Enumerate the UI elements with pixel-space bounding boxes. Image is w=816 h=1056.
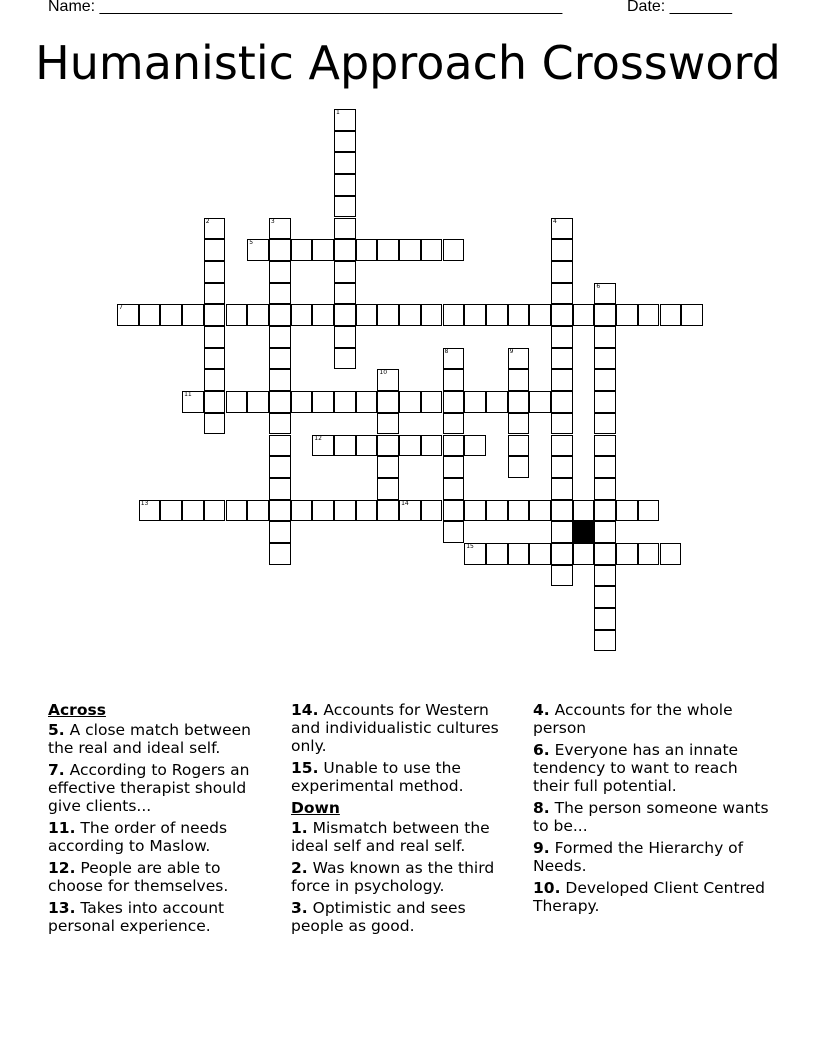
grid-cell[interactable] xyxy=(182,391,204,413)
grid-cell[interactable] xyxy=(551,304,573,326)
grid-cell[interactable] xyxy=(660,304,682,326)
grid-cell[interactable] xyxy=(594,543,616,565)
grid-cell[interactable] xyxy=(573,543,595,565)
grid-cell[interactable] xyxy=(226,304,248,326)
grid-cell[interactable] xyxy=(291,304,313,326)
clue-number-label: 9 xyxy=(509,347,514,355)
grid-cell[interactable] xyxy=(594,348,616,370)
name-label: Name: ____________________________________________________ xyxy=(48,0,563,15)
clue-down-8 xyxy=(533,799,773,835)
clue-down-1 xyxy=(291,819,521,855)
clue-number-label: 3 xyxy=(270,217,275,225)
clue-text: Was known as the third force in psychology. xyxy=(291,859,495,895)
grid-cell[interactable] xyxy=(160,304,182,326)
grid-cell[interactable] xyxy=(594,586,616,608)
grid-cell[interactable] xyxy=(594,608,616,630)
grid-cell[interactable] xyxy=(573,304,595,326)
grid-cell[interactable] xyxy=(529,304,551,326)
grid-cell[interactable] xyxy=(226,391,248,413)
grid-cell[interactable] xyxy=(182,304,204,326)
clue-number: 7. xyxy=(48,761,65,779)
grid-cell[interactable] xyxy=(616,543,638,565)
across-heading: Across xyxy=(48,701,106,719)
grid-cell[interactable] xyxy=(334,435,356,457)
grid-cell[interactable] xyxy=(377,239,399,261)
clue-number: 4. xyxy=(533,701,550,719)
grid-cell[interactable] xyxy=(486,304,508,326)
clue-text: Takes into account personal experience. xyxy=(48,899,225,935)
grid-cell[interactable] xyxy=(269,500,291,522)
grid-cell[interactable] xyxy=(594,630,616,652)
clue-down-2 xyxy=(291,859,521,895)
clue-across-11 xyxy=(48,819,280,855)
grid-cell[interactable] xyxy=(551,348,573,370)
grid-cell[interactable] xyxy=(204,304,226,326)
grid-cell[interactable] xyxy=(356,435,378,457)
grid-cell[interactable] xyxy=(269,369,291,391)
grid-cell[interactable] xyxy=(269,239,291,261)
grid-cell[interactable] xyxy=(377,478,399,500)
clue-number: 9. xyxy=(533,839,550,857)
grid-cell[interactable] xyxy=(616,500,638,522)
clue-number: 6. xyxy=(533,741,550,759)
grid-cell[interactable] xyxy=(594,435,616,457)
grid-cell[interactable] xyxy=(377,456,399,478)
grid-cell[interactable] xyxy=(334,283,356,305)
grid-cell[interactable] xyxy=(377,369,399,391)
grid-cell[interactable] xyxy=(269,478,291,500)
grid-cell[interactable] xyxy=(443,391,465,413)
grid-cell[interactable] xyxy=(399,304,421,326)
grid-cell[interactable] xyxy=(681,304,703,326)
grid-cell[interactable] xyxy=(204,391,226,413)
clue-down-4 xyxy=(533,701,773,737)
grid-cell[interactable] xyxy=(551,456,573,478)
grid-cell[interactable] xyxy=(204,218,226,240)
clue-across-5 xyxy=(48,721,280,757)
grid-cell[interactable] xyxy=(421,500,443,522)
grid-cell[interactable] xyxy=(291,391,313,413)
grid-cell[interactable] xyxy=(486,500,508,522)
grid-cell[interactable] xyxy=(421,435,443,457)
grid-cell[interactable] xyxy=(291,500,313,522)
grid-cell[interactable] xyxy=(334,391,356,413)
grid-cell[interactable] xyxy=(182,500,204,522)
grid-cell[interactable] xyxy=(269,283,291,305)
grid-cell[interactable] xyxy=(334,152,356,174)
grid-cell[interactable] xyxy=(312,304,334,326)
grid-cell[interactable] xyxy=(226,500,248,522)
grid-cell[interactable] xyxy=(334,500,356,522)
clue-number-label: 2 xyxy=(205,217,210,225)
clue-number-label: 4 xyxy=(553,217,557,225)
grid-cell[interactable] xyxy=(204,348,226,370)
clue-number-label: 5 xyxy=(249,239,254,247)
grid-cell[interactable] xyxy=(443,369,465,391)
grid-cell[interactable] xyxy=(356,391,378,413)
clue-number: 5. xyxy=(48,721,65,739)
grid-cell[interactable] xyxy=(594,413,616,435)
grid-cell[interactable] xyxy=(204,261,226,283)
grid-cell[interactable] xyxy=(464,304,486,326)
grid-cell[interactable] xyxy=(334,218,356,240)
grid-cell[interactable] xyxy=(399,500,421,522)
grid-cell[interactable] xyxy=(443,456,465,478)
grid-cell[interactable] xyxy=(334,348,356,370)
grid-cell[interactable] xyxy=(334,131,356,153)
grid-cell[interactable] xyxy=(594,521,616,543)
grid-cell[interactable] xyxy=(356,500,378,522)
grid-cell[interactable] xyxy=(269,391,291,413)
grid-cell[interactable] xyxy=(508,435,530,457)
clues-column-1 xyxy=(48,701,280,939)
grid-cell[interactable] xyxy=(551,283,573,305)
clue-number-label: 1 xyxy=(336,109,340,116)
grid-cell[interactable] xyxy=(594,369,616,391)
grid-cell[interactable] xyxy=(269,326,291,348)
grid-cell[interactable] xyxy=(638,304,660,326)
grid-cell[interactable] xyxy=(594,326,616,348)
grid-cell[interactable] xyxy=(204,326,226,348)
grid-cell[interactable] xyxy=(334,174,356,196)
clues-column-2 xyxy=(291,701,521,939)
grid-cell[interactable] xyxy=(421,391,443,413)
grid-cell[interactable] xyxy=(660,543,682,565)
grid-cell[interactable] xyxy=(204,369,226,391)
grid-cell[interactable] xyxy=(399,391,421,413)
clue-number-label: 12 xyxy=(314,434,322,442)
grid-cell[interactable] xyxy=(269,413,291,435)
grid-cell[interactable] xyxy=(443,435,465,457)
grid-cell[interactable] xyxy=(334,196,356,218)
clue-number-label: 6 xyxy=(596,282,601,290)
clue-number-label: 7 xyxy=(119,304,123,312)
grid-cell[interactable] xyxy=(247,239,269,261)
grid-cell[interactable] xyxy=(247,500,269,522)
grid-cell[interactable] xyxy=(529,543,551,565)
grid-cell[interactable] xyxy=(551,565,573,587)
clue-down-6 xyxy=(533,741,773,795)
clue-text: Everyone has an innate tendency to want to reach their full potential. xyxy=(533,741,739,795)
grid-cell[interactable] xyxy=(638,543,660,565)
grid-cell[interactable] xyxy=(443,239,465,261)
grid-cell[interactable] xyxy=(508,456,530,478)
grid-cell[interactable] xyxy=(443,304,465,326)
clue-number-label: 11 xyxy=(184,391,192,399)
clue-number-label: 13 xyxy=(140,499,149,507)
grid-cell[interactable] xyxy=(204,239,226,261)
clue-text: Mismatch between the ideal self and real self. xyxy=(291,819,490,855)
grid-cell[interactable] xyxy=(204,500,226,522)
clue-number: 2. xyxy=(291,859,308,877)
grid-cell[interactable] xyxy=(356,239,378,261)
grid-cell[interactable] xyxy=(508,391,530,413)
grid-cell[interactable] xyxy=(334,304,356,326)
grid-cell[interactable] xyxy=(573,500,595,522)
grid-cell[interactable] xyxy=(269,435,291,457)
clue-text: Accounts for Western and individualistic cultures only. xyxy=(291,701,499,755)
clue-text: Optimistic and sees people as good. xyxy=(291,899,466,935)
grid-cell[interactable] xyxy=(377,413,399,435)
grid-cell[interactable] xyxy=(443,500,465,522)
grid-cell[interactable] xyxy=(594,500,616,522)
grid-cell[interactable] xyxy=(334,109,356,131)
grid-cell[interactable] xyxy=(594,391,616,413)
grid-cell[interactable] xyxy=(399,435,421,457)
grid-cell[interactable] xyxy=(508,304,530,326)
grid-cell[interactable] xyxy=(139,500,161,522)
grid-cell[interactable] xyxy=(443,521,465,543)
clue-text: Unable to use the experimental method. xyxy=(291,759,464,795)
grid-cell[interactable] xyxy=(443,478,465,500)
grid-cell[interactable] xyxy=(377,304,399,326)
grid-cell[interactable] xyxy=(594,565,616,587)
grid-cell[interactable] xyxy=(551,413,573,435)
grid-cell[interactable] xyxy=(594,456,616,478)
grid-cell[interactable] xyxy=(312,391,334,413)
clue-number: 11. xyxy=(48,819,76,837)
clue-number-label: 8 xyxy=(444,347,449,355)
grid-cell[interactable] xyxy=(421,239,443,261)
clue-across-14 xyxy=(291,701,521,755)
grid-cell[interactable] xyxy=(594,283,616,305)
grid-cell[interactable] xyxy=(508,369,530,391)
grid-cell[interactable] xyxy=(421,304,443,326)
grid-cell[interactable] xyxy=(377,435,399,457)
grid-cell[interactable] xyxy=(594,304,616,326)
clue-text: According to Rogers an effective therapist should give clients... xyxy=(48,761,250,815)
clue-number-label: 14 xyxy=(401,499,409,507)
grid-cell[interactable] xyxy=(486,543,508,565)
grid-cell[interactable] xyxy=(464,543,486,565)
clue-across-13 xyxy=(48,899,280,935)
clue-text: People are able to choose for themselves. xyxy=(48,859,229,895)
grid-cell[interactable] xyxy=(291,239,313,261)
grid-cell[interactable] xyxy=(377,500,399,522)
clue-across-12 xyxy=(48,859,280,895)
grid-cell[interactable] xyxy=(551,391,573,413)
grid-cell[interactable] xyxy=(529,391,551,413)
grid-cell[interactable] xyxy=(638,500,660,522)
grid-cell[interactable] xyxy=(551,435,573,457)
clue-across-15 xyxy=(291,759,521,795)
grid-cell[interactable] xyxy=(594,478,616,500)
grid-cell[interactable] xyxy=(399,239,421,261)
grid-cell[interactable] xyxy=(312,239,334,261)
clue-text: Accounts for the whole person xyxy=(533,701,733,737)
grid-cell[interactable] xyxy=(464,500,486,522)
clue-across-7 xyxy=(48,761,280,815)
clue-number: 10. xyxy=(533,879,561,897)
grid-cell[interactable] xyxy=(508,348,530,370)
clue-text: The person someone wants to be... xyxy=(533,799,769,835)
grid-cell[interactable] xyxy=(269,304,291,326)
grid-cell[interactable] xyxy=(312,500,334,522)
grid-cell[interactable] xyxy=(551,543,573,565)
clue-down-9 xyxy=(533,839,773,875)
grid-cell[interactable] xyxy=(356,304,378,326)
grid-cell[interactable] xyxy=(117,304,139,326)
clues-column-3 xyxy=(533,701,773,919)
clue-text: Formed the Hierarchy of Needs. xyxy=(533,839,744,875)
grid-cell[interactable] xyxy=(464,391,486,413)
grid-cell[interactable] xyxy=(551,326,573,348)
clue-down-3 xyxy=(291,899,521,935)
clue-number: 3. xyxy=(291,899,308,917)
grid-cell[interactable] xyxy=(139,304,161,326)
down-heading: Down xyxy=(291,799,340,817)
grid-cell[interactable] xyxy=(269,218,291,240)
grid-cell[interactable] xyxy=(551,369,573,391)
grid-cell[interactable] xyxy=(269,521,291,543)
clue-number: 14. xyxy=(291,701,319,719)
grid-cell[interactable] xyxy=(551,239,573,261)
clue-number: 13. xyxy=(48,899,76,917)
grid-cell[interactable] xyxy=(334,326,356,348)
grid-cell[interactable] xyxy=(204,283,226,305)
grid-cell[interactable] xyxy=(443,413,465,435)
date-label: Date: _______ xyxy=(627,0,732,15)
grid-cell[interactable] xyxy=(269,261,291,283)
grid-cell[interactable] xyxy=(269,348,291,370)
grid-cell[interactable] xyxy=(160,500,182,522)
clue-text: The order of needs according to Maslow. xyxy=(48,819,228,855)
grid-cell[interactable] xyxy=(334,261,356,283)
clue-number-label: 10 xyxy=(379,369,388,377)
grid-cell[interactable] xyxy=(551,521,573,543)
grid-cell[interactable] xyxy=(551,218,573,240)
grid-cell[interactable] xyxy=(312,435,334,457)
grid-cell[interactable] xyxy=(616,304,638,326)
clue-number: 12. xyxy=(48,859,76,877)
grid-cell[interactable] xyxy=(508,543,530,565)
clue-number: 1. xyxy=(291,819,308,837)
black-square xyxy=(573,521,595,543)
grid-cell[interactable] xyxy=(334,239,356,261)
grid-cell[interactable] xyxy=(508,413,530,435)
grid-cell[interactable] xyxy=(269,456,291,478)
grid-cell[interactable] xyxy=(551,261,573,283)
grid-cell[interactable] xyxy=(529,500,551,522)
grid-cell[interactable] xyxy=(269,543,291,565)
clue-text: Developed Client Centred Therapy. xyxy=(533,879,765,915)
grid-cell[interactable] xyxy=(443,348,465,370)
clue-down-10 xyxy=(533,879,773,915)
grid-cell[interactable] xyxy=(247,304,269,326)
grid-cell[interactable] xyxy=(377,391,399,413)
clue-number: 15. xyxy=(291,759,319,777)
clue-number-label: 15 xyxy=(466,543,474,550)
clue-text: A close match between the real and ideal self. xyxy=(48,721,251,757)
grid-cell[interactable] xyxy=(464,435,486,457)
grid-cell[interactable] xyxy=(551,500,573,522)
grid-cell[interactable] xyxy=(508,500,530,522)
grid-cell[interactable] xyxy=(247,391,269,413)
page-title: Humanistic Approach Crossword xyxy=(35,36,781,90)
grid-cell[interactable] xyxy=(551,478,573,500)
grid-cell[interactable] xyxy=(204,413,226,435)
clue-number: 8. xyxy=(533,799,550,817)
grid-cell[interactable] xyxy=(486,391,508,413)
